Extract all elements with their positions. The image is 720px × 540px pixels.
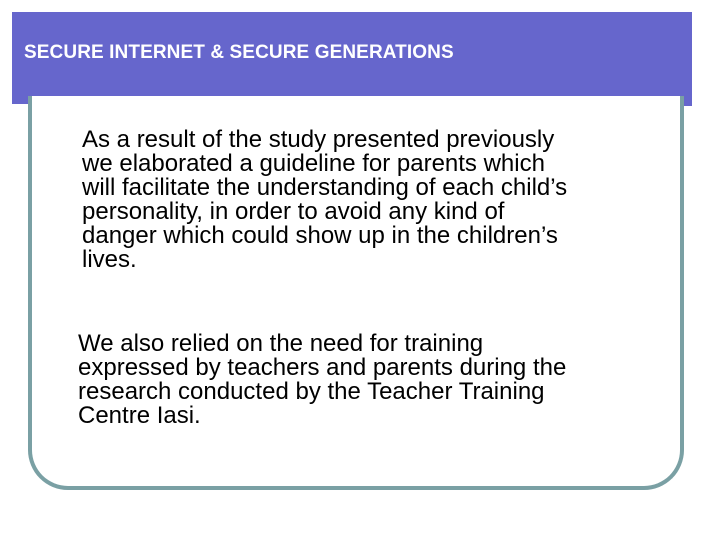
body-paragraph-2: We also relied on the need for training expressed by teachers and parents during the research conducted by the Teacher Training Centre Iasi. — [78, 330, 567, 429]
body-paragraph-1: As a result of the study presented previously we elaborated a guideline for parents which will facilitate the understanding of each child’s personality, in order to avoid any kind of danger which could show up in the children’s lives. — [82, 126, 568, 273]
slide-title: SECURE INTERNET & SECURE GENERATIONS — [24, 42, 454, 63]
